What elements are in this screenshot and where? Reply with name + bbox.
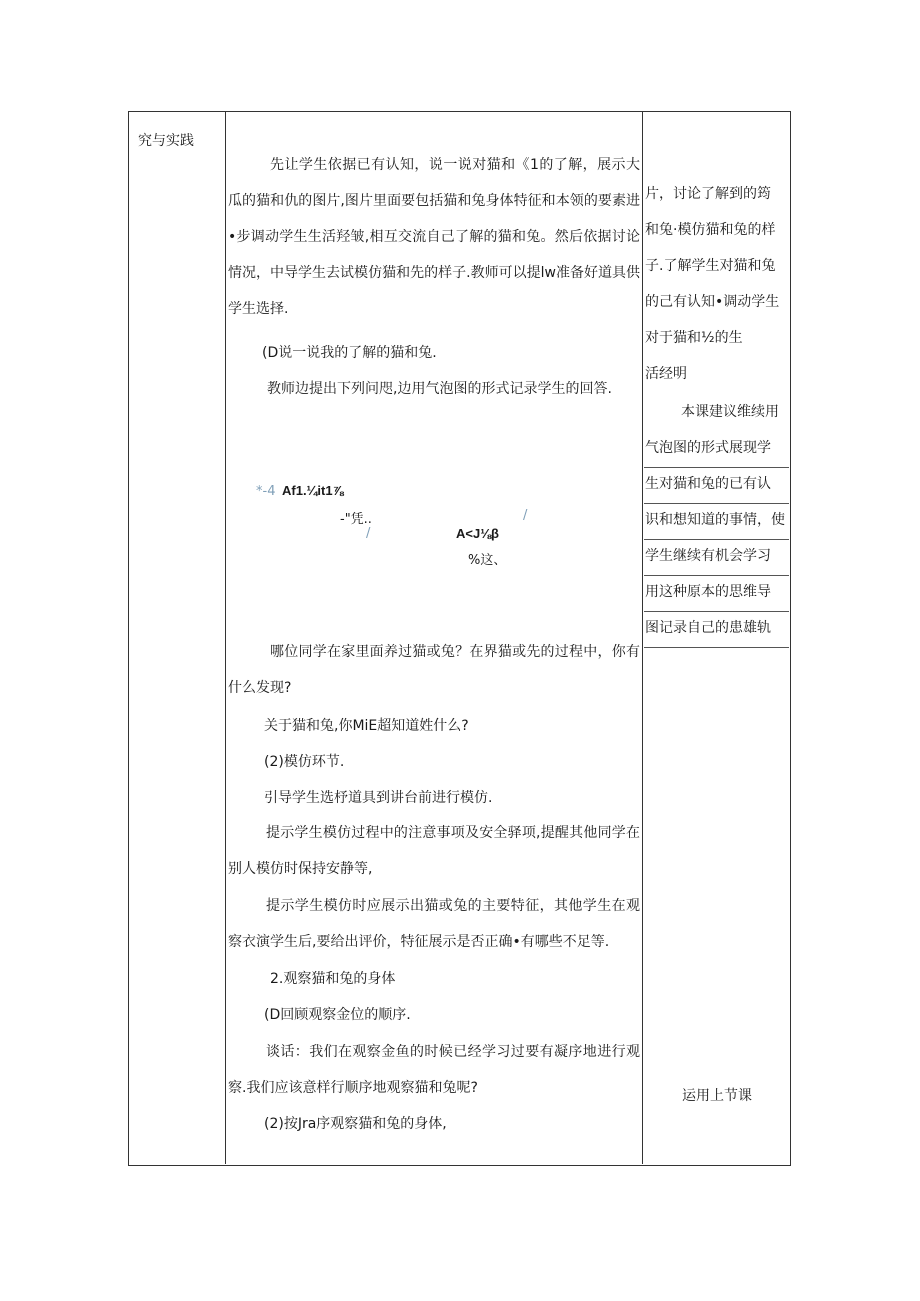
suggestion-line: 本课建议维续用 [681,404,779,420]
bubble-text-4: / [523,508,528,523]
note-rule [644,467,789,468]
note-rule [644,611,789,612]
observe-order-heading: (2)按Jra序观察猫和兔的身体, [264,1116,447,1132]
purpose-line: 片，讨论了解到的筠 [645,186,771,202]
bubble-text-2: Af1.¼it1⅞ [282,483,344,498]
step-1-heading: (D说一说我的了解的猫和兔. [262,345,437,361]
imitation-paragraph: 提示学生模仿时应展示出猫或兔的主要特征，其他学生在观察衣演学生后,要给出评价，特征展示是否正确•有哪些不足等. [228,898,640,950]
section-2-heading: 2.观察猫和兔的身体 [270,971,396,987]
question-1: 哪位同学在家里面养过猫或兔？在界猫或先的过程中，你有什么发现? [228,644,640,696]
purpose-line: 子.了解学生对猫和兔 [645,258,776,274]
safety-paragraph: 提示学生模仿过程中的注意事项及安全驿项,提醒其他同学在别人模仿时保持安静等, [228,825,640,877]
purpose-line: 和兔·模仿猫和兔的样 [645,222,776,238]
bubble-text-1: *-4 [256,484,276,499]
bubble-text-5: / [366,526,371,541]
purpose-line: 活经明 [645,366,687,382]
note-rule [644,647,789,648]
bottom-note: 运用上节课 [682,1088,752,1104]
bubble-text-6: A<J⅛β [456,526,499,541]
purpose-line: 对于猫和½的生 [645,330,743,346]
step-2-guide: 引导学生选杼道具到讲台前进行模仿. [264,790,493,806]
bubble-text-7: %这、 [468,553,507,568]
review-order-heading: (D回顾观察金位的顺序. [264,1007,411,1023]
section-label: 究与实践 [138,133,194,149]
suggestion-line: 气泡图的形式展现学 [645,440,771,456]
intro-paragraph: 先让学生依据已有认知，说一说对猫和《1的了解，展示大瓜的猫和仇的图片,图片里面要包括猫和兔身体特征和本领的要素进•步调动学生生活羟皱,相互交流自己了解的猫和兔。然后依据讨论情况，中导学生去试模仿猫和先的样子.教师可以提lw准备好道具供学生选择. [228,157,640,317]
talk-paragraph: 谈话：我们在观察金鱼的时候已经学习过要有凝序地进行观察.我们应该意样行顺序地观察猫和兔呢? [228,1044,640,1096]
purpose-notes [645,176,787,392]
column-divider-1 [225,111,226,1164]
note-rule [644,503,789,504]
note-rule [644,575,789,576]
suggestion-line: 学生继续有机会学习 [645,548,771,564]
question-2: 关于猫和兔,你MiE超知道姓什么? [264,718,469,734]
suggestion-notes [645,394,787,646]
note-rule [644,539,789,540]
bubble-instruction: 教师边提出下列问咫,边用气泡图的形式记录学生的回答. [267,381,612,397]
column-divider-2 [642,111,643,1164]
suggestion-line: 图记录自己的患雄轨 [645,620,771,636]
step-2-heading: (2)模仿环节. [264,754,345,770]
purpose-line: 的己有认知•调动学生 [645,294,780,310]
bubble-text-3: -"凭.. [340,512,372,527]
suggestion-line: 识和想知道的事情，使 [645,512,785,528]
suggestion-line: 用这种原本的思维导 [645,584,771,600]
suggestion-line: 生对猫和兔的已有认 [645,476,771,492]
